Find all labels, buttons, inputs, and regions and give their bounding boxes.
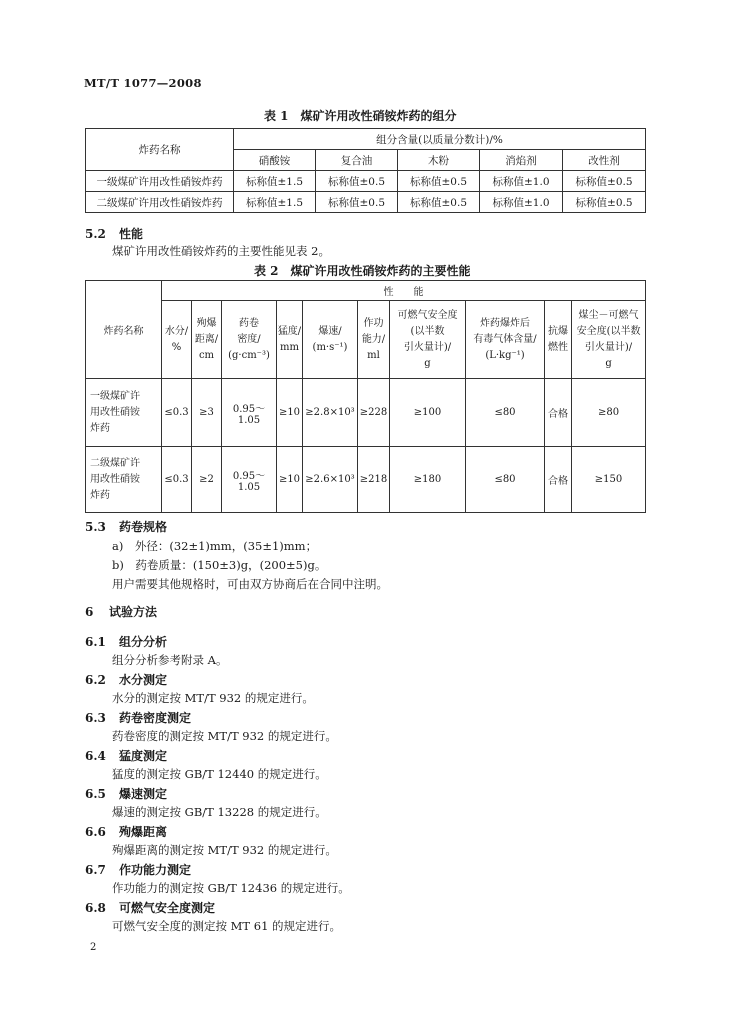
table-cell: 标称值±1.5: [234, 171, 316, 192]
table1-col-header: 改性剂: [563, 150, 646, 171]
subsection-heading: [85, 861, 191, 878]
table-cell: ≤0.3: [162, 447, 192, 513]
section-number: 6.7: [85, 863, 106, 877]
section-number: 6.4: [85, 749, 106, 763]
table-cell: 标称值±0.5: [398, 171, 480, 192]
section-title: 殉爆距离: [119, 825, 168, 839]
table2-header-row: [86, 281, 646, 301]
table2-col-header: 煤尘－可燃气 安全度(以半数 引火量计)/ g: [572, 301, 646, 379]
table-row: [86, 379, 646, 447]
page-number: 2: [90, 942, 97, 953]
table2-group-header: 性 能: [162, 281, 646, 301]
section-number: 6.1: [85, 635, 106, 649]
table-cell: ≥2: [192, 447, 222, 513]
table1-row-name: 二级煤矿许用改性硝铵炸药: [86, 192, 234, 213]
section-6-heading: [85, 603, 157, 620]
table-row: [86, 171, 646, 192]
section-title: 药卷密度测定: [119, 711, 192, 725]
subsection-text: 作功能力的测定按 GB/T 12436 的规定进行。: [112, 881, 350, 895]
section-5-3-heading: [85, 518, 167, 535]
subsection-text: 可燃气安全度的测定按 MT 61 的规定进行。: [112, 919, 342, 933]
table2-name-header: 炸药名称: [86, 281, 162, 379]
section-number: 5.2: [85, 227, 106, 241]
table-cell: 标称值±0.5: [316, 192, 398, 213]
section-5-2-heading: [85, 225, 143, 242]
subsection-heading: [85, 671, 167, 688]
table-cell: 标称值±0.5: [316, 171, 398, 192]
section-number: 6.5: [85, 787, 106, 801]
table1-header-row: [86, 129, 646, 150]
section-title: 猛度测定: [119, 749, 168, 763]
subsection-heading: [85, 633, 167, 650]
table-cell: 合格: [545, 379, 572, 447]
table-cell: 0.95～1.05: [222, 447, 277, 513]
subsection-heading: [85, 709, 191, 726]
table2-col-header: 猛度/ mm: [277, 301, 303, 379]
table2: [85, 280, 646, 513]
table-row: [86, 447, 646, 513]
section-5-2-text: 煤矿许用改性硝铵炸药的主要性能见表 2。: [112, 244, 330, 258]
table-cell: ≥100: [390, 379, 466, 447]
table2-col-header: 水分/ %: [162, 301, 192, 379]
subsection-text: 组分分析参考附录 A。: [112, 653, 228, 667]
table-cell: 0.95～1.05: [222, 379, 277, 447]
table1: [85, 128, 646, 213]
subsection-heading: [85, 747, 167, 764]
table1-col-header: 木粉: [398, 150, 480, 171]
table-cell: ≥2.8×10³: [303, 379, 358, 447]
table2-col-header: 作功 能力/ ml: [358, 301, 390, 379]
table-cell: ≥218: [358, 447, 390, 513]
section-title: 性能: [119, 227, 144, 241]
section-number: 6.3: [85, 711, 106, 725]
subsection-text: 殉爆距离的测定按 MT/T 932 的规定进行。: [112, 843, 337, 857]
table1-name-header: 炸药名称: [86, 129, 234, 171]
subsection-text: 水分的测定按 MT/T 932 的规定进行。: [112, 691, 314, 705]
table-cell: 标称值±0.5: [398, 192, 480, 213]
table1-group-header: 组分含量(以质量分数计)/%: [234, 129, 646, 150]
subsection-text: 爆速的测定按 GB/T 13228 的规定进行。: [112, 805, 327, 819]
table2-row-name: 一级煤矿许 用改性硝铵 炸药: [86, 379, 162, 447]
section-title: 试验方法: [109, 605, 158, 619]
subsection-text: 药卷密度的测定按 MT/T 932 的规定进行。: [112, 729, 337, 743]
section-title: 药卷规格: [119, 520, 168, 534]
table-cell: 标称值±1.5: [234, 192, 316, 213]
table2-col-header: 殉爆 距离/ cm: [192, 301, 222, 379]
table2-row-name: 二级煤矿许 用改性硝铵 炸药: [86, 447, 162, 513]
table-cell: ≥228: [358, 379, 390, 447]
table2-caption: 表 2 煤矿许用改性硝铵炸药的主要性能: [254, 264, 471, 278]
table1-col-header: 复合油: [316, 150, 398, 171]
section-title: 作功能力测定: [119, 863, 192, 877]
table-cell: ≥150: [572, 447, 646, 513]
table2-column-row: [86, 301, 646, 379]
table-cell: ≤0.3: [162, 379, 192, 447]
table-cell: ≥2.6×10³: [303, 447, 358, 513]
subsection-heading: [85, 785, 167, 802]
table2-col-header: 可燃气安全度 (以半数 引火量计)/ g: [390, 301, 466, 379]
spec-note: 用户需要其他规格时，可由双方协商后在合同中注明。: [112, 577, 388, 591]
table-cell: ≥80: [572, 379, 646, 447]
table1-row-name: 一级煤矿许用改性硝铵炸药: [86, 171, 234, 192]
table2-col-header: 炸药爆炸后 有毒气体含量/ (L·kg⁻¹): [466, 301, 545, 379]
table-row: [86, 192, 646, 213]
section-title: 水分测定: [119, 673, 168, 687]
table-cell: 标称值±1.0: [480, 192, 563, 213]
table-cell: ≥10: [277, 379, 303, 447]
section-number: 6: [85, 605, 94, 619]
spec-item-b: b) 药卷质量：(150±3)g，(200±5)g。: [112, 558, 327, 572]
table-cell: 标称值±0.5: [563, 192, 646, 213]
subsection-heading: [85, 823, 167, 840]
section-title: 组分分析: [119, 635, 168, 649]
section-title: 可燃气安全度测定: [119, 901, 216, 915]
document-header: MT/T 1077—2008: [84, 76, 202, 90]
section-number: 5.3: [85, 520, 106, 534]
table1-col-header: 硝酸铵: [234, 150, 316, 171]
subsection-text: 猛度的测定按 GB/T 12440 的规定进行。: [112, 767, 327, 781]
table2-col-header: 药卷 密度/ (g·cm⁻³): [222, 301, 277, 379]
table-cell: ≥180: [390, 447, 466, 513]
section-title: 爆速测定: [119, 787, 168, 801]
table1-caption: 表 1 煤矿许用改性硝铵炸药的组分: [264, 109, 457, 123]
table-cell: 标称值±0.5: [563, 171, 646, 192]
spec-item-a: a) 外径：(32±1)mm，(35±1)mm；: [112, 539, 318, 553]
table-cell: ≥10: [277, 447, 303, 513]
section-number: 6.8: [85, 901, 106, 915]
table-cell: ≤80: [466, 447, 545, 513]
table2-col-header: 爆速/ (m·s⁻¹): [303, 301, 358, 379]
table-cell: 合格: [545, 447, 572, 513]
table-cell: ≤80: [466, 379, 545, 447]
table2-col-header: 抗爆 燃性: [545, 301, 572, 379]
table1-col-header: 消焰剂: [480, 150, 563, 171]
table-cell: 标称值±1.0: [480, 171, 563, 192]
section-number: 6.2: [85, 673, 106, 687]
section-number: 6.6: [85, 825, 106, 839]
subsection-heading: [85, 899, 215, 916]
table-cell: ≥3: [192, 379, 222, 447]
